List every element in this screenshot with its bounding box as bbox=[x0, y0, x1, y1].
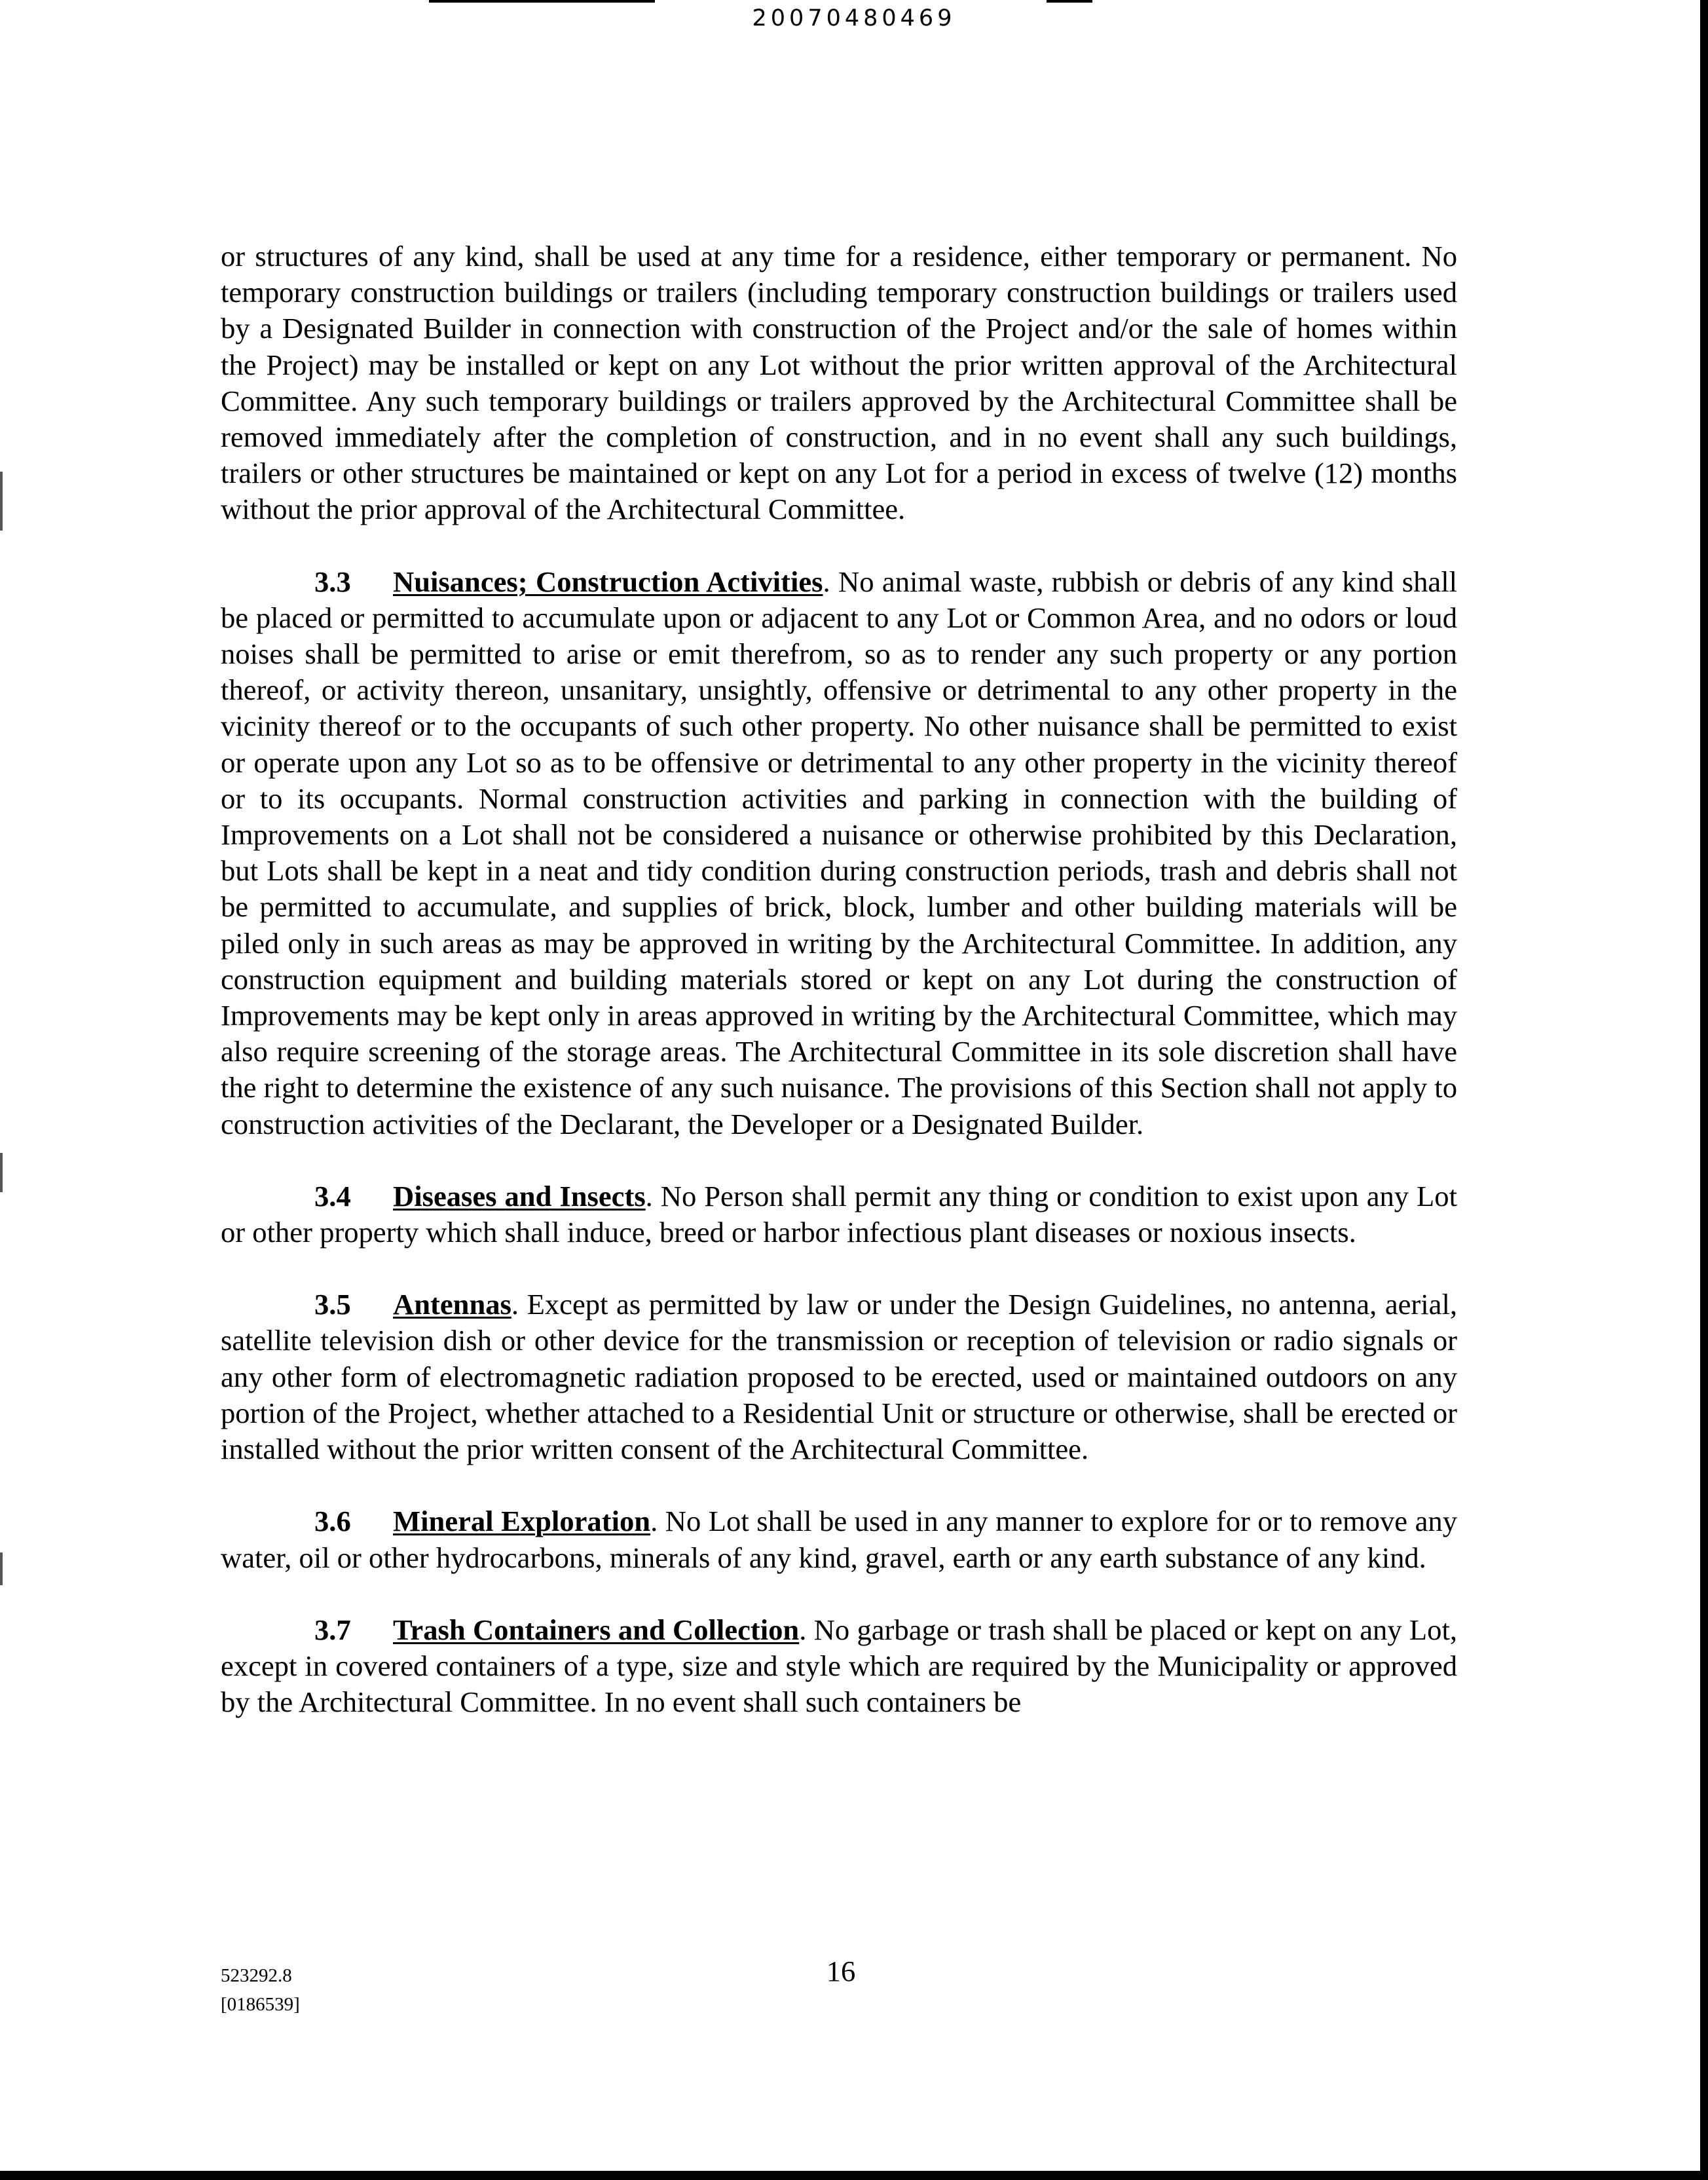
section-3-6 bbox=[221, 1503, 1457, 1575]
section-3-7 bbox=[221, 1612, 1457, 1721]
section-text: . Except as permitted by law or under the Design Guidelines, no antenna, aerial, satellite television dish or other device for the transmission or reception of television or radio signals or any other form of electromagnetic radiation proposed to be erected, used or maintained outdoors on any portion of the Project, whether attached to a Residential Unit or structure or otherwise, shall be erected or installed without the prior written consent of the Architectural Committee. bbox=[221, 1288, 1457, 1466]
section-title: Nuisances; Construction Activities bbox=[393, 565, 823, 598]
section-number: 3.3 bbox=[314, 565, 351, 598]
section-title: Trash Containers and Collection bbox=[393, 1613, 800, 1646]
section-number: 3.7 bbox=[314, 1613, 351, 1646]
scan-right-edge bbox=[1700, 0, 1708, 2180]
section-3-5 bbox=[221, 1287, 1457, 1467]
section-3-3 bbox=[221, 564, 1457, 1142]
section-number: 3.5 bbox=[314, 1288, 351, 1321]
footer-doc-id: 523292.8 bbox=[221, 1965, 292, 1986]
scan-left-mark bbox=[0, 1153, 3, 1192]
footer-identifiers bbox=[221, 1961, 300, 2019]
section-3-4 bbox=[221, 1178, 1457, 1250]
scan-bottom-edge bbox=[0, 2171, 1708, 2180]
section-text: . No animal waste, rubbish or debris of any kind shall be placed or permitted to accumulate upon or adjacent to any Lot or Common Area, and no odors or loud noises shall be permitted to arise or emit therefrom, so as to render any such property or any portion thereof, or activity thereon, unsanitary, unsightly, offensive or detrimental to any other property in the vicinity thereof or to the occupants of such other property. No other nuisance shall be permitted to exist or operate upon any Lot so as to be offensive or detrimental to any other property in the vicinity thereof or to its occupants. Normal construction activities and parking in connection with the building of Improvements on a Lot shall not be considered a nuisance or otherwise prohibited by this Declaration, but Lots shall be kept in a neat and tidy condition during construction periods, trash and debris shall not be permitted to accumulate, and supplies of brick, block, lumber and other building materials will be piled only in such areas as may be approved in writing by the Architectural Committee. In addition, any construction equipment and building materials stored or kept on any Lot during the construction of Improvements may be kept only in areas approved in writing by the Architectural Committee, which may also require screening of the storage areas. The Architectural Committee in its sole discretion shall have the right to determine the existence of any such nuisance. The provisions of this Section shall not apply to construction activities of the Declarant, the Developer or a Designated Builder. bbox=[221, 565, 1458, 1140]
document-body bbox=[221, 238, 1457, 1756]
continuation-paragraph: or structures of any kind, shall be used at any time for a residence, either temporary or permanent. No temporary construction buildings or trailers (including temporary construction buildings or trailers used by a Designated Builder in connection with construction of the Project and/or the sale of homes within the Project) may be installed or kept on any Lot without the prior written approval of the Architectural Committee. Any such temporary buildings or trailers approved by the Architectural Committee shall be removed immediately after the completion of construction, and in no event shall any such buildings, trailers or other structures be maintained or kept on any Lot for a period in excess of twelve (12) months without the prior approval of the Architectural Committee. bbox=[221, 240, 1457, 526]
section-text: . No Person shall permit any thing or condition to exist upon any Lot or other property which shall induce, breed or harbor infectious plant diseases or noxious insects. bbox=[221, 1179, 1457, 1249]
section-number: 3.6 bbox=[314, 1505, 351, 1538]
section-text: . No garbage or trash shall be placed or kept on any Lot, except in covered containers of a type, size and style which are required by the Municipality or approved by the Architectural Committee. In no event shall such containers be bbox=[221, 1613, 1457, 1719]
section-title: Diseases and Insects bbox=[393, 1179, 646, 1212]
scan-left-mark bbox=[0, 1552, 3, 1585]
document-number: 20070480469 bbox=[752, 5, 956, 31]
section-number: 3.4 bbox=[314, 1179, 351, 1212]
scan-left-mark bbox=[0, 472, 3, 531]
section-text: . No Lot shall be used in any manner to explore for or to remove any water, oil or other hydrocarbons, minerals of any kind, gravel, earth or any earth substance of any kind. bbox=[221, 1505, 1458, 1574]
section-title: Mineral Exploration bbox=[393, 1505, 651, 1538]
section-title: Antennas bbox=[393, 1288, 511, 1321]
page-number: 16 bbox=[826, 1955, 856, 1987]
footer-file-code: [0186539] bbox=[221, 1994, 300, 2015]
